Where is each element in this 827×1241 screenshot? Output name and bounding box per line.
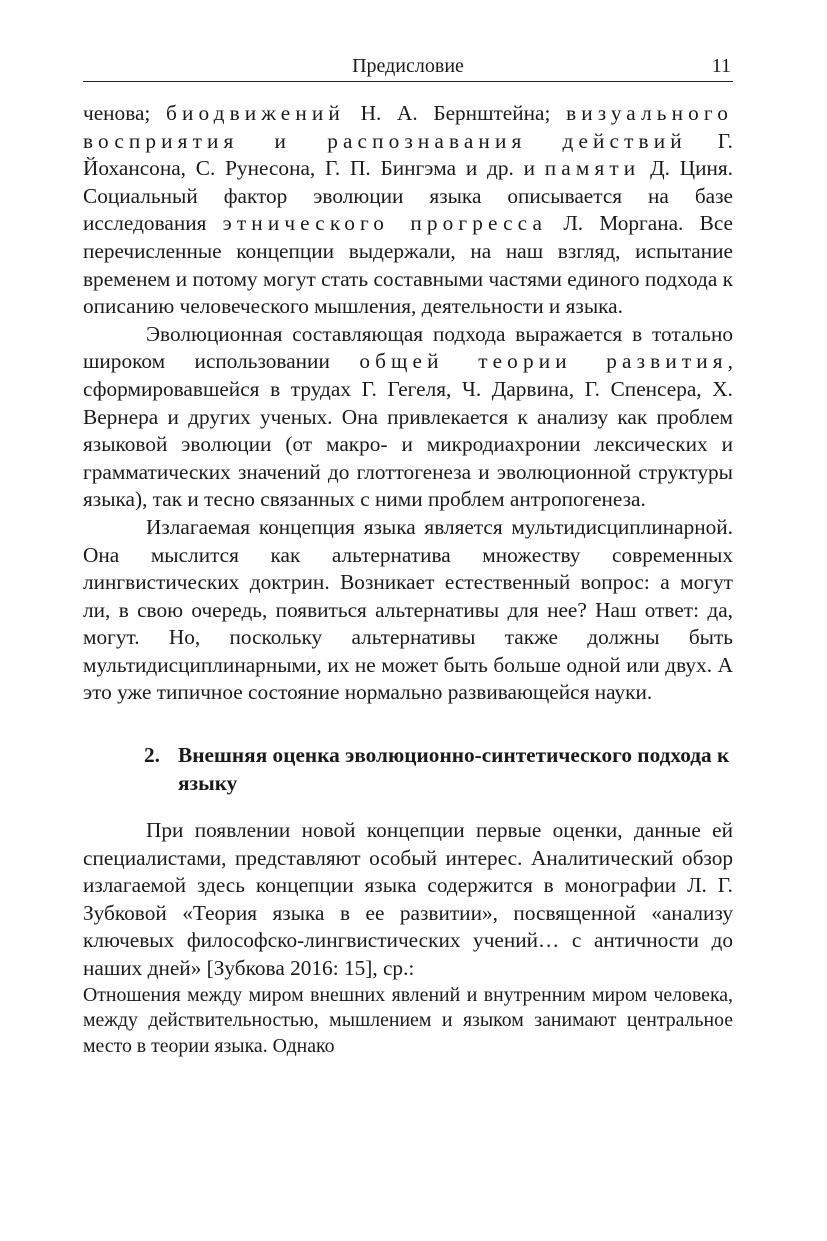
spaced-emphasis: визуального восприятия и распознавания действий	[83, 101, 733, 153]
spaced-emphasis: биодвижений	[166, 101, 345, 125]
text-run: Эволюционная составляющая подхода выражается в тотально широком использовании	[83, 321, 733, 374]
spaced-emphasis: общей теории развития	[359, 349, 728, 374]
text-run: Н. А. Бернштейна;	[344, 101, 567, 125]
section-number: 2.	[144, 743, 160, 768]
page-body	[83, 100, 733, 1059]
section-heading	[83, 741, 733, 797]
paragraph-continued	[83, 100, 733, 321]
spaced-emphasis: памяти	[544, 156, 641, 181]
block-quote: Отношения между миром внешних явлений и внутренним миром человека, между действительностью, мышлением и языком занимают центральное место в теории языка. Однако	[83, 983, 733, 1057]
page-number: 11	[711, 55, 731, 77]
text-run: ченова;	[83, 101, 167, 125]
running-header-title: Предисловие	[352, 55, 464, 77]
running-header	[83, 50, 733, 82]
text-run: Л. Моргана. Все перечисленные концепции выдержали, на наш взгляд, испытание временем и потому могут стать составными частями единого подхода к описанию человеческого мышления, деятельности и языка.	[83, 211, 733, 319]
text-run: , сформировавшейся в трудах Г. Гегеля, Ч. Дарвина, Г. Спенсера, Х. Вернера и других ученых. Она привлекается к анализу как проблем языковой эволюции (от макро- и микродиахронии лексических и грамматических значений до глоттогенеза и эволюционной структуры языка), так и тесно связанных с ними проблем антропогенеза.	[83, 349, 733, 512]
book-page	[83, 50, 733, 1059]
paragraph-evolutionary-component	[83, 321, 733, 514]
section-title: Внешняя оценка эволюционно-синтетического подхода к языку	[178, 743, 730, 796]
paragraph-multidisciplinary: Излагаемая концепция языка является мультидисциплинарной. Она мыслится как альтернатива множеству современных лингвистических доктрин. Возникает естественный вопрос: а могут ли, в свою очередь, появиться альтернативы для нее? Наш ответ: да, могут. Но, поскольку альтернативы также должны быть мультидисциплинарными, их не может быть больше одной или двух. А это уже типичное состояние нормально развивающейся науки.	[83, 514, 733, 705]
text-run: Д. Циня. Социальный фактор эволюции языка описывается на базе исследования	[83, 156, 733, 236]
text-run: Г. Йохансона, С. Рунесона, Г. П. Бингэма и др. и	[83, 128, 733, 181]
spaced-emphasis: этнического прогресса	[222, 211, 548, 236]
paragraph-external-evaluation: При появлении новой концепции первые оценки, данные ей специалистами, представляют особый интерес. Аналитический обзор излагаемой здесь концепции языка содержится в монографии Л. Г. Зубковой «Теория языка в ее развитии», посвященной «анализу ключевых философско-лингвистических учений… с античности до наших дней» [Зубкова 2016: 15], ср.:	[83, 818, 733, 981]
